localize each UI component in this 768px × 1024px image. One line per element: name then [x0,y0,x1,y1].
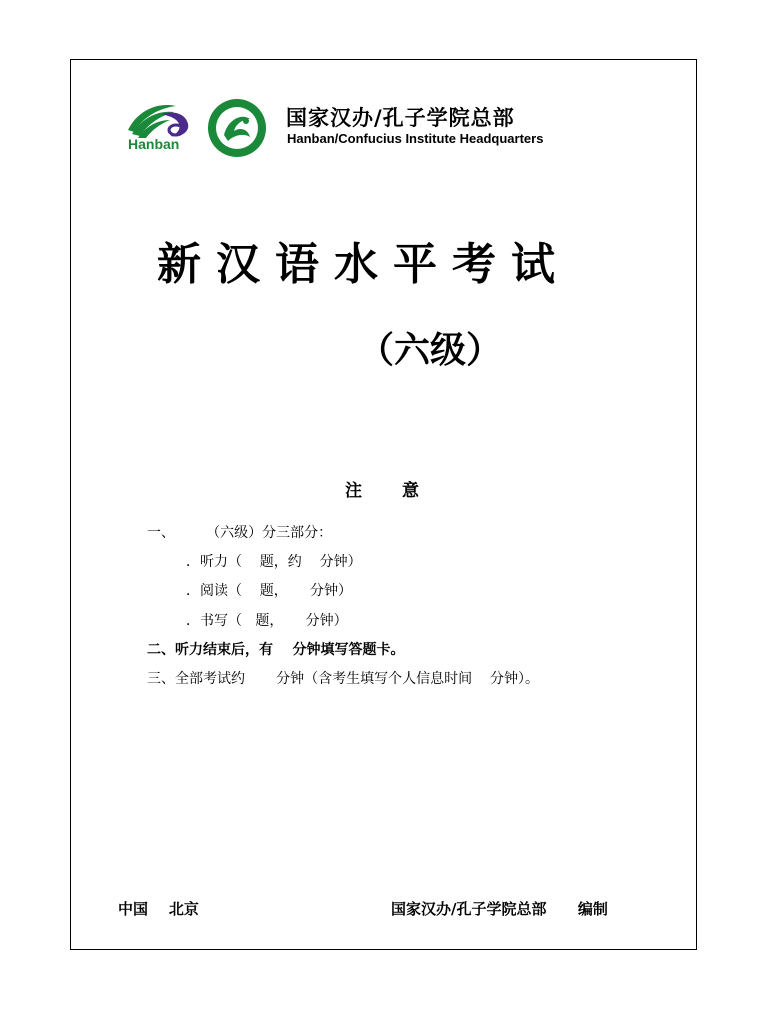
exam-title: 新汉语水平考试 [157,239,570,290]
notice-item-3: 三、全部考试约 分钟（含考生填写个人信息时间 分钟）。 [147,671,539,687]
footer-location: 中国 北京 [118,900,199,918]
notice-subitem-writing: ．书写（ 题， 分钟） [186,613,348,629]
notice-item-2: 二、听力结束后，有 分钟填写答题卡。 [147,642,405,658]
hanban-logo-text: Hanban [128,136,180,152]
header-title-en: Hanban/Confucius Institute Headquarters [287,131,544,146]
exam-level: （六级） [358,329,503,371]
footer-publisher: 国家汉办/孔子学院总部 编制 [391,900,608,918]
hanban-logo [124,100,196,152]
notice-heading-left: 注 [345,481,362,501]
confucius-institute-emblem [206,97,268,159]
notice-heading [345,476,419,501]
notice-heading-right: 意 [402,481,419,501]
page-frame [70,59,697,950]
notice-item-1: 一、 （六级）分三部分： [147,525,333,541]
notice-subitem-listening: ．听力（ 题，约 分钟） [186,554,362,570]
notice-subitem-reading: ．阅读（ 题， 分钟） [186,583,353,599]
header-title-cn: 国家汉办/孔子学院总部 [286,106,515,130]
